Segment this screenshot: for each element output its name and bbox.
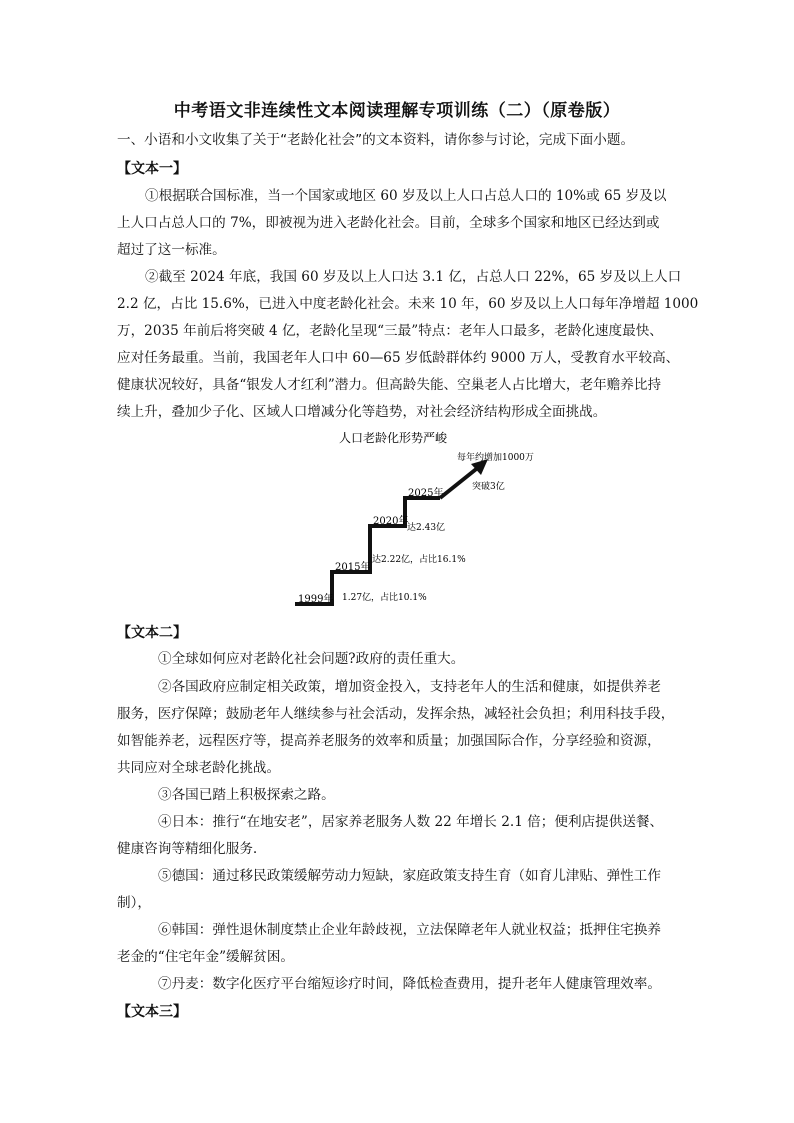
text2-line: ⑤德国：通过移民政策缓解劳动力短缺，家庭政策支持生育（如育儿津贴、弹性工作 [158,868,661,884]
text2-line: 老金的“住宅年金”缓解贫困。 [117,949,295,965]
step-year: 2025年 [408,488,444,499]
arrow-label: 每年约增加1000万 [457,453,534,463]
step-label: 达2.22亿，占比16.1% [372,555,466,565]
text1-line: 2.2 亿，占比 15.6%，已进入中度老龄化社会。未来 10 年，60 岁及以上人口每年净增超 1000 [117,296,699,312]
text2-line: ⑦丹麦：数字化医疗平台缩短诊疗时间，降低检查费用，提升老年人健康管理效率。 [158,976,661,992]
text2-line: ①全球如何应对老龄化社会问题?政府的责任重大。 [158,651,465,667]
text1-line: 续上升，叠加少子化、区域人口增减分化等趋势，对社会经济结构形成全面挑战。 [117,404,607,420]
step-label: 1.27亿，占比10.1% [342,593,427,603]
text1-heading: 【文本一】 [117,161,187,177]
text1-line: 健康状况较好，具备“银发人才红利”潜力。但高龄失能、空巢老人占比增大，老年赡养比持 [117,377,662,393]
text2-line: 如智能养老，远程医疗等，提高养老服务的效率和质量；加强国际合作，分享经验和资源， [117,733,661,749]
text1-line: ②截至 2024 年底，我国 60 岁及以上人口达 3.1 亿，占总人口 22%，65 岁及以上人口 [145,269,682,285]
step-label: 突破3亿 [472,482,505,492]
text2-line: ②各国政府应制定相关政策，增加资金投入，支持老年人的生活和健康，如提供养老 [158,679,661,695]
text2-line: 制）， [117,895,151,911]
text1-line: 上人口占总人口的 7%，即被视为进入老龄化社会。目前，全球多个国家和地区已经达到或 [117,215,660,231]
step-label: 达2.43亿 [407,523,446,533]
text1-line: 应对任务最重。当前，我国老年人口中 60—65 岁低龄群体约 9000 万人，受教育水平较高、 [117,350,680,366]
text1-line: ①根据联合国标准，当一个国家或地区 60 岁及以上人口占总人口的 10%或 65 岁及以 [145,188,667,204]
text2-line: ⑥韩国：弹性退休制度禁止企业年龄歧视，立法保障老年人就业权益；抵押住宅换养 [158,922,661,938]
step-year: 2015年 [335,562,371,573]
question-intro: 一、小语和小文收集了关于“老龄化社会”的文本资料，请你参与讨论，完成下面小题。 [117,132,635,148]
text2-line: ④日本：推行“在地安老”，居家养老服务人数 22 年增长 2.1 倍；便利店提供送餐、 [158,814,664,830]
step-year: 1999年 [298,594,334,605]
text2-line: 服务，医疗保障；鼓励老年人继续参与社会活动，发挥余热，减轻社会负担；利用科技手段， [117,706,675,722]
page-title: 中考语文非连续性文本阅读理解专项训练（二）（原卷版） [173,101,621,121]
text1-line: 万，2035 年前后将突破 4 亿，老龄化呈现“三最”特点：老年人口最多，老龄化速度最快、 [117,323,663,339]
text3-heading: 【文本三】 [117,1004,187,1020]
text1-line: 超过了这一标准。 [117,242,226,258]
staircase-line [295,498,440,604]
text2-line: ③各国已踏上积极探索之路。 [158,787,335,803]
text2-heading: 【文本二】 [117,625,187,641]
chart-title: 人口老龄化形势严峻 [338,431,448,445]
aging-trend-chart [290,426,590,616]
step-year: 2020年 [373,516,409,527]
text2-line: 共同应对全球老龄化挑战。 [117,760,281,776]
text2-line: 健康咨询等精细化服务. [117,841,258,857]
